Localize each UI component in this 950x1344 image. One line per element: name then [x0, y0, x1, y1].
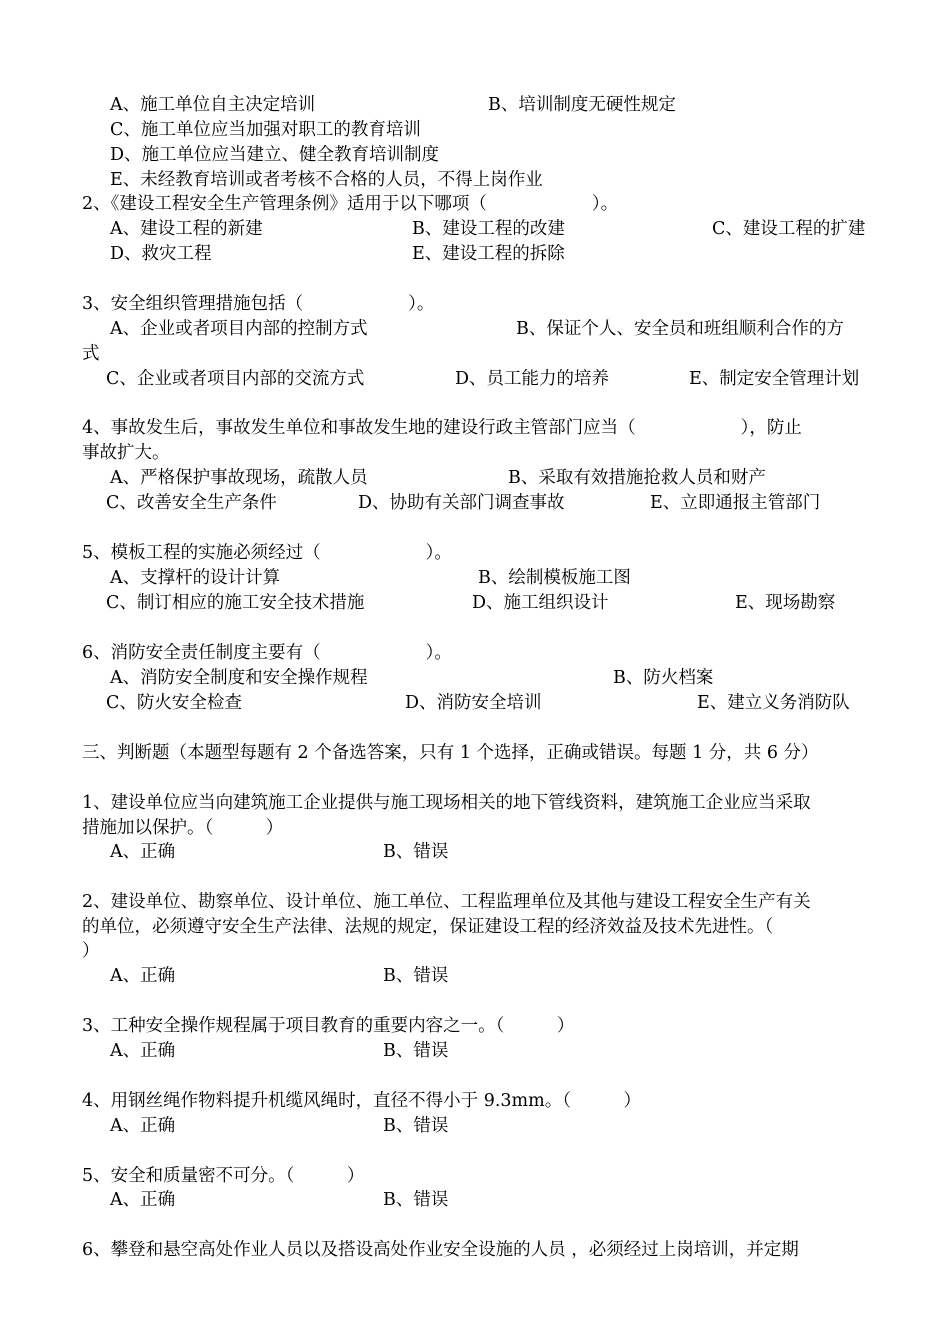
q5-option-e: E、现场勘察 — [735, 593, 836, 613]
q6-option-c: C、防火安全检查 — [106, 693, 242, 713]
q2-option-a: A、建设工程的新建 — [110, 219, 263, 239]
tf3-option-wrong: B、错误 — [383, 1041, 449, 1061]
q2-option-b: B、建设工程的改建 — [412, 219, 565, 239]
tf5-stem: 5、安全和质量密不可分。（ ） — [82, 1166, 365, 1186]
tf4-stem: 4、用钢丝绳作物料提升机缆风绳时，直径不得小于 9.3mm。（ ） — [82, 1091, 641, 1111]
tf2-option-correct: A、正确 — [110, 966, 176, 986]
tf4-option-correct: A、正确 — [110, 1116, 176, 1136]
q1-option-a: A、施工单位自主决定培训 — [110, 95, 316, 115]
tf2-stem-line-3: ） — [82, 941, 100, 961]
tf2-option-wrong: B、错误 — [383, 966, 449, 986]
tf2-stem-line-2: 的单位，必须遵守安全生产法律、法规的规定，保证建设工程的经济效益及技术先进性。（ — [82, 917, 774, 937]
q3-option-a: A、企业或者项目内部的控制方式 — [110, 319, 368, 339]
q4-stem-line-1: 4、事故发生后，事故发生单位和事故发生地的建设行政主管部门应当（ ），防止 — [82, 418, 802, 438]
tf2-stem-line-1: 2、建设单位、勘察单位、设计单位、施工单位、工程监理单位及其他与建设工程安全生产有关 — [82, 892, 811, 912]
tf1-option-wrong: B、错误 — [383, 842, 449, 862]
tf5-option-wrong: B、错误 — [383, 1190, 449, 1210]
q3-option-b-continued: 式 — [82, 344, 100, 364]
q3-option-e: E、制定安全管理计划 — [689, 369, 860, 389]
q1-option-d: D、施工单位应当建立、健全教育培训制度 — [110, 145, 440, 165]
q4-option-a: A、严格保护事故现场，疏散人员 — [110, 468, 368, 488]
q1-option-e: E、未经教育培训或者考核不合格的人员，不得上岗作业 — [110, 170, 543, 190]
q2-option-c: C、建设工程的扩建 — [712, 219, 866, 239]
q3-option-c: C、企业或者项目内部的交流方式 — [106, 369, 365, 389]
q1-option-b: B、培训制度无硬性规定 — [488, 95, 676, 115]
q5-option-c: C、制订相应的施工安全技术措施 — [106, 593, 365, 613]
q5-stem: 5、模板工程的实施必须经过（ ）。 — [82, 543, 452, 563]
q5-option-b: B、绘制模板施工图 — [478, 568, 631, 588]
q6-option-e: E、建立义务消防队 — [697, 693, 850, 713]
section-3-heading: 三、判断题（本题型每题有 2 个备选答案，只有 1 个选择，正确或错误。每题 1 分，共 6 分） — [82, 743, 819, 763]
tf1-stem-line-2: 措施加以保护。（ ） — [82, 818, 284, 838]
q4-option-c: C、改善安全生产条件 — [106, 493, 277, 513]
q1-option-c: C、施工单位应当加强对职工的教育培训 — [110, 120, 421, 140]
q3-stem: 3、安全组织管理措施包括（ ）。 — [82, 294, 435, 314]
q5-option-d: D、施工组织设计 — [472, 593, 609, 613]
q2-stem: 2、《建设工程安全生产管理条例》适用于以下哪项（ ）。 — [82, 194, 619, 214]
q3-option-b: B、保证个人、安全员和班组顺利合作的方 — [516, 319, 844, 339]
q4-option-e: E、立即通报主管部门 — [650, 493, 821, 513]
tf1-option-correct: A、正确 — [110, 842, 176, 862]
q5-option-a: A、支撑杆的设计计算 — [110, 568, 281, 588]
q6-option-a: A、消防安全制度和安全操作规程 — [110, 668, 368, 688]
tf5-option-correct: A、正确 — [110, 1190, 176, 1210]
tf3-option-correct: A、正确 — [110, 1041, 176, 1061]
q4-option-b: B、采取有效措施抢救人员和财产 — [508, 468, 766, 488]
q3-option-d: D、员工能力的培养 — [455, 369, 610, 389]
tf4-option-wrong: B、错误 — [383, 1116, 449, 1136]
q4-option-d: D、协助有关部门调查事故 — [358, 493, 565, 513]
q6-option-d: D、消防安全培训 — [405, 693, 542, 713]
q6-stem: 6、消防安全责任制度主要有（ ）。 — [82, 643, 452, 663]
tf6-stem-line-1: 6、攀登和悬空高处作业人员以及搭设高处作业安全设施的人员 ，必须经过上岗培训，并定期 — [82, 1240, 799, 1260]
tf3-stem: 3、工种安全操作规程属于项目教育的重要内容之一。（ ） — [82, 1016, 575, 1036]
tf1-stem-line-1: 1、建设单位应当向建筑施工企业提供与施工现场相关的地下管线资料，建筑施工企业应当采取 — [82, 793, 811, 813]
q2-option-d: D、救灾工程 — [110, 244, 212, 264]
q6-option-b: B、防火档案 — [613, 668, 714, 688]
q4-stem-line-2: 事故扩大。 — [82, 443, 170, 463]
q2-option-e: E、建设工程的拆除 — [412, 244, 565, 264]
